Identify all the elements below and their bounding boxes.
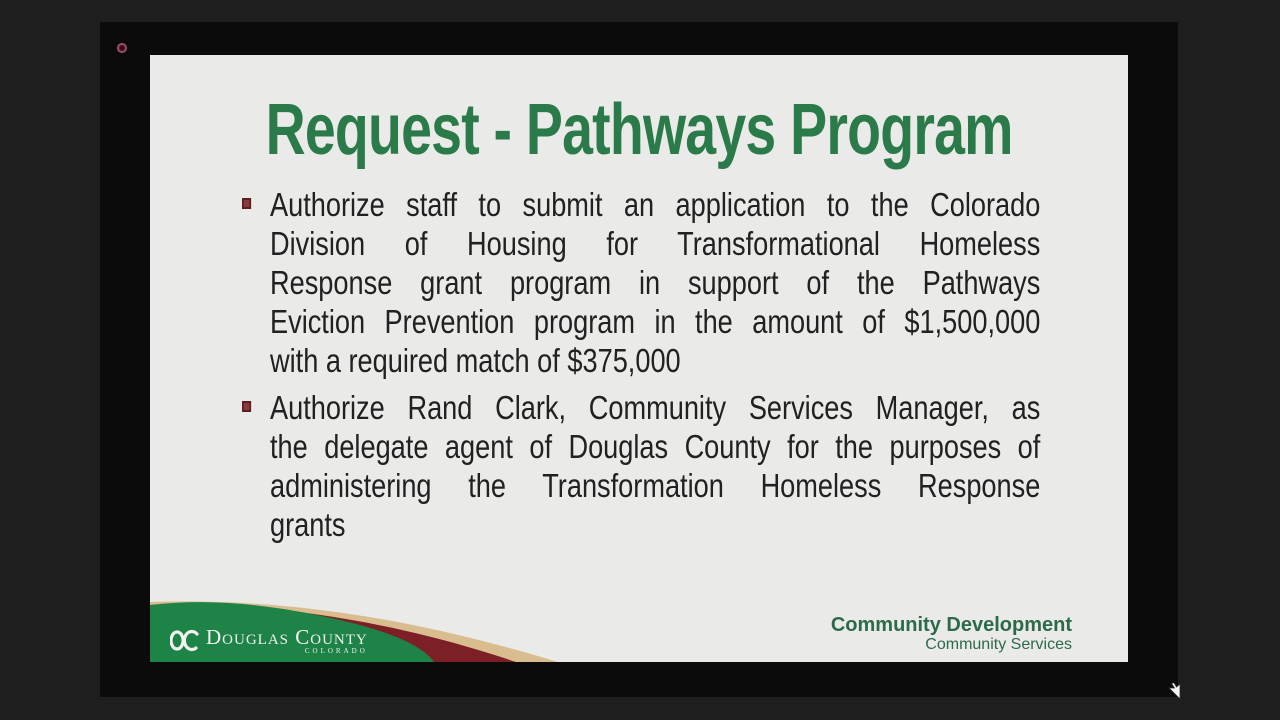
bullet-line: the delegate agent of Douglas County for the purposes of: [270, 428, 1041, 465]
slide-title: Request - Pathways Program: [265, 90, 1013, 170]
presentation-slide: [150, 55, 1128, 662]
bullet-list: [270, 185, 1040, 544]
bullet-line: Response grant program in support of the Pathways: [270, 264, 1041, 301]
bullet-square-icon: [242, 401, 251, 412]
presentation-video-frame: [100, 22, 1178, 697]
mouse-cursor-icon: [1168, 683, 1182, 699]
douglas-county-logo-text: [206, 627, 368, 655]
bullet-line: administering the Transformation Homeless Response: [270, 467, 1041, 504]
bullet-line: with a required match of $375,000: [270, 342, 681, 379]
douglas-county-logo: [170, 627, 368, 655]
logo-subtitle: COLORADO: [304, 647, 368, 655]
bullet-item: [270, 185, 1040, 380]
bullet-line: Authorize Rand Clark, Community Services Manager, as: [270, 389, 1041, 426]
bullet-item: [270, 388, 1040, 544]
recording-indicator-icon: [117, 43, 127, 53]
bullet-line: Division of Housing for Transformational Homeless: [270, 225, 1041, 262]
footer-department-block: [831, 614, 1072, 654]
bullet-line: Eviction Prevention program in the amount of $1,500,000: [270, 303, 1041, 340]
douglas-county-swirl-icon: [170, 628, 202, 654]
bullet-square-icon: [242, 198, 251, 209]
division-label: Community Services: [925, 636, 1072, 653]
bullet-line: grants: [270, 506, 346, 543]
department-label: Community Development: [830, 614, 1072, 636]
bullet-line: Authorize staff to submit an application to the Colorado: [270, 186, 1041, 223]
logo-name: Douglas County: [206, 625, 368, 649]
